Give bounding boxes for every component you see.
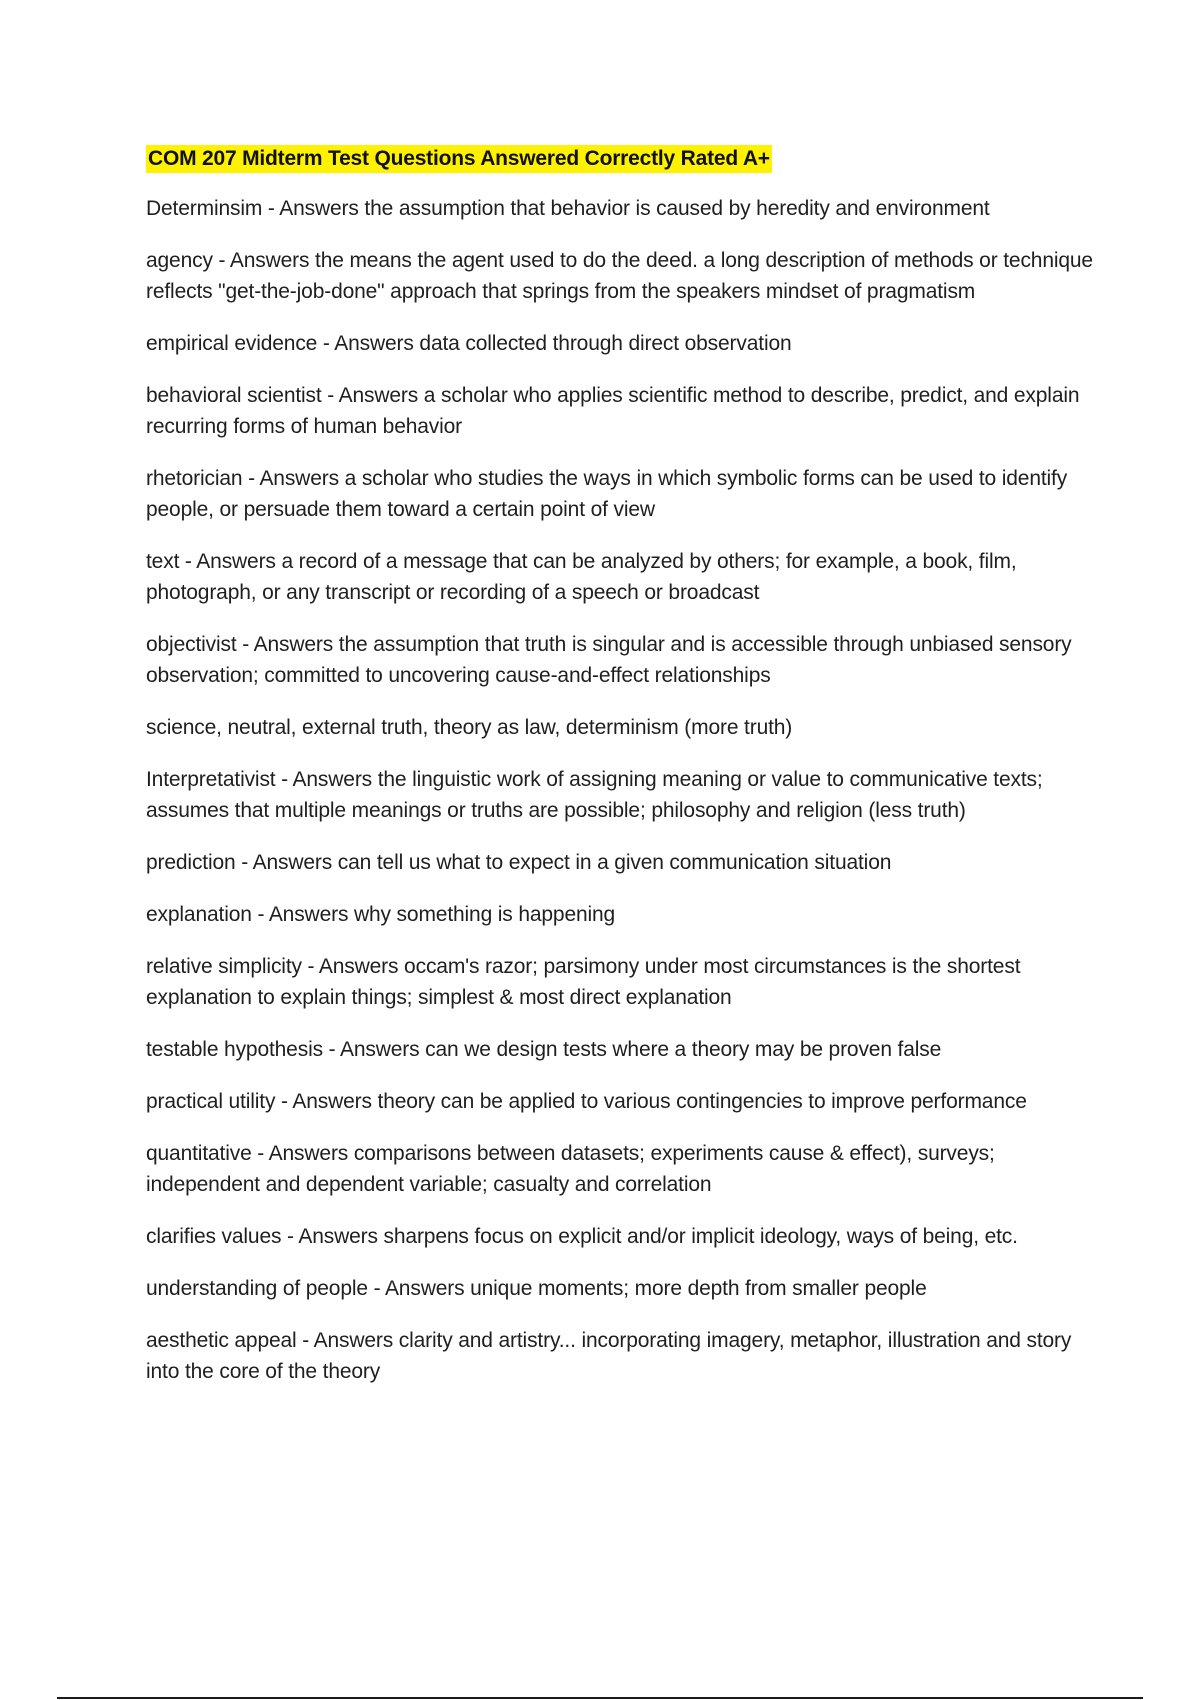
page-divider bbox=[57, 1697, 1143, 1699]
list-item: behavioral scientist - Answers a scholar who applies scientific method to describe, predict, and explain recurring forms of human behavior bbox=[146, 384, 1080, 438]
document-title: COM 207 Midterm Test Questions Answered Correctly Rated A+ bbox=[146, 145, 772, 173]
list-item: Interpretativist - Answers the linguistic work of assigning meaning or value to communicative texts; assumes that multiple meanings or truths are possible; philosophy and religion (less truth) bbox=[146, 768, 1043, 822]
list-item: objectivist - Answers the assumption that truth is singular and is accessible through unbiased sensory observation; committed to uncovering cause-and-effect relationships bbox=[146, 633, 1072, 687]
list-item: clarifies values - Answers sharpens focus on explicit and/or implicit ideology, ways of being, etc. bbox=[146, 1225, 1018, 1248]
list-item: testable hypothesis - Answers can we design tests where a theory may be proven false bbox=[146, 1038, 942, 1061]
list-item: quantitative - Answers comparisons between datasets; experiments cause & effect), surveys; independent and dependent variable; casualty and correlation bbox=[146, 1142, 995, 1196]
list-item: Determinsim - Answers the assumption that behavior is caused by heredity and environment bbox=[146, 197, 990, 220]
list-item: understanding of people - Answers unique moments; more depth from smaller people bbox=[146, 1277, 927, 1300]
list-item: agency - Answers the means the agent used to do the deed. a long description of methods or technique reflects "get-the-job-done" approach that springs from the speakers mindset of pragmatism bbox=[146, 249, 1093, 303]
list-item: relative simplicity - Answers occam's razor; parsimony under most circumstances is the shortest explanation to explain things; simplest & most direct explanation bbox=[146, 955, 1021, 1009]
list-item: empirical evidence - Answers data collected through direct observation bbox=[146, 332, 792, 355]
list-item: science, neutral, external truth, theory as law, determinism (more truth) bbox=[146, 716, 793, 739]
list-item: prediction - Answers can tell us what to expect in a given communication situation bbox=[146, 851, 892, 874]
list-item: practical utility - Answers theory can be applied to various contingencies to improve performance bbox=[146, 1090, 1027, 1113]
list-item: explanation - Answers why something is happening bbox=[146, 903, 616, 926]
entry-list bbox=[146, 193, 1106, 1408]
list-item: text - Answers a record of a message that can be analyzed by others; for example, a book, film, photograph, or any transcript or recording of a speech or broadcast bbox=[146, 550, 1017, 604]
list-item: aesthetic appeal - Answers clarity and artistry... incorporating imagery, metaphor, illustration and story into the core of the theory bbox=[146, 1329, 1072, 1383]
list-item: rhetorician - Answers a scholar who studies the ways in which symbolic forms can be used to identify people, or persuade them toward a certain point of view bbox=[146, 467, 1068, 521]
